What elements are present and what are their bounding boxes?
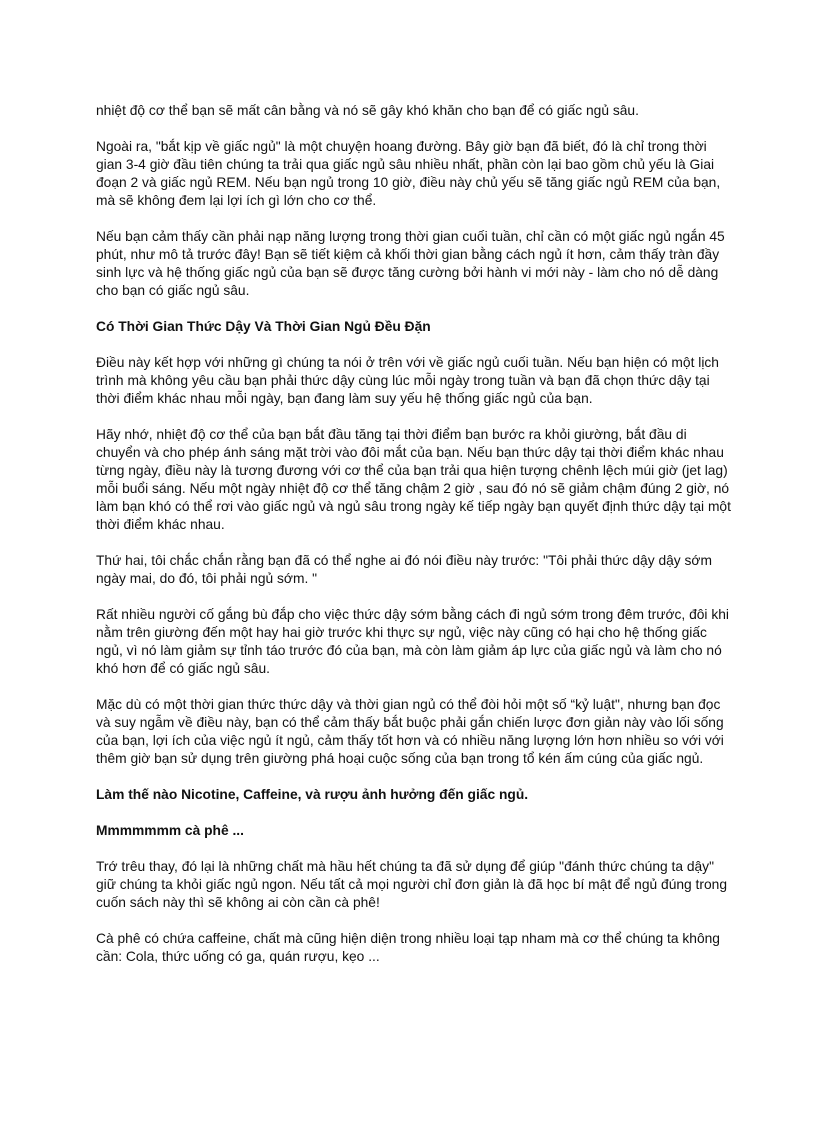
paragraph-catch-up-sleep: Ngoài ra, "bắt kịp về giấc ngủ" là một chuyện hoang đường. Bây giờ bạn đã biết, đó là chỉ trong thời gian 3-4 giờ đầu tiên chúng ta trải qua giấc ngủ sâu nhiều nhất, phần còn lại bao gồm chủ yếu là Giai đoạn 2 và giấc ngủ REM. Nếu bạn ngủ trong 10 giờ, điều này chủ yếu sẽ tăng giấc ngủ REM của bạn, mà sẽ không đem lại lợi ích gì lớn cho cơ thể. [96, 139, 721, 208]
heading-regular-schedule: Có Thời Gian Thức Dậy Và Thời Gian Ngủ Đều Đặn [96, 319, 431, 334]
paragraph-discipline: Mặc dù có một thời gian thức thức dậy và thời gian ngủ có thể đòi hỏi một số “kỷ luật", nhưng bạn đọc và suy ngẫm về điều này, bạn có thể cảm thấy bắt buộc phải gắn chiến lược đơn giản này vào lối sống của bạn, lợi ích của việc ngủ ít ngủ, cảm thấy tốt hơn và có nhiều năng lượng lớn hơn nhiều so với với thêm giờ bạn sử dụng trên giường phá hoại cuộc sống của bạn trong tổ kén ấm cúng của giấc ngủ. [96, 697, 724, 766]
paragraph-body-temperature: nhiệt độ cơ thể bạn sẽ mất cân bằng và nó sẽ gây khó khăn cho bạn để có giấc ngủ sâu. [96, 103, 639, 118]
paragraph-weekend-schedule: Điều này kết hợp với những gì chúng ta nói ở trên với về giấc ngủ cuối tuần. Nếu bạn hiện có một lịch trình mà không yêu cầu bạn phải thức dậy cùng lúc mỗi ngày trong tuần và bạn đã chọn thức dậy tại thời điểm khác nhau mỗi ngày, bạn đang làm suy yếu hệ thống giấc ngủ của bạn. [96, 355, 719, 406]
paragraph-jet-lag: Hãy nhớ, nhiệt độ cơ thể của bạn bắt đầu tăng tại thời điểm bạn bước ra khỏi giường, bắt đầu di chuyển và cho phép ánh sáng mặt trời vào đôi mắt của bạn. Nếu bạn thức dậy tại thời điểm khác nhau từng ngày, điều này là tương đương với cơ thể của bạn trải qua hiện tượng chênh lệch múi giờ (jet lag) mỗi buổi sáng. Nếu một ngày nhiệt độ cơ thể tăng chậm 2 giờ , sau đó nó sẽ giảm chậm đúng 2 giờ, nó làm bạn khó có thể rơi vào giấc ngủ và ngủ sâu trong ngày kế tiếp ngày bạn quyết định thức dậy tại một thời điểm khác nhau. [96, 427, 731, 532]
paragraph-compensate-early: Rất nhiều người cố gắng bù đắp cho việc thức dậy sớm bằng cách đi ngủ sớm trong đêm trước, đôi khi nằm trên giường đến một hay hai giờ trước khi thực sự ngủ, việc này cũng có hại cho hệ thống giấc ngủ, vì nó làm giảm sự tỉnh táo trước đó của bạn, mà còn làm giảm áp lực của giấc ngủ và làm cho nó khó hơn để có giấc ngủ sâu. [96, 607, 729, 676]
heading-coffee: Mmmmmmm cà phê ... [96, 823, 244, 838]
heading-nicotine-caffeine-alcohol: Làm thế nào Nicotine, Caffeine, và rượu ảnh hưởng đến giấc ngủ. [96, 787, 529, 802]
paragraph-weekend-nap: Nếu bạn cảm thấy cần phải nạp năng lượng trong thời gian cuối tuần, chỉ cần có một giấc ngủ ngắn 45 phút, như mô tả trước đây! Bạn sẽ tiết kiệm cả khối thời gian bằng cách ngủ ít hơn, cảm thấy tràn đầy sinh lực và hệ thống giấc ngủ của bạn sẽ được tăng cường bởi hành vi mới này - làm cho nó dễ dàng cho bạn có giấc ngủ sâu. [96, 229, 725, 298]
paragraph-caffeine-sources: Cà phê có chứa caffeine, chất mà cũng hiện diện trong nhiều loại tạp nham mà cơ thể chúng ta không cần: Cola, thức uống có ga, quán rượu, kẹo ... [96, 931, 720, 964]
paragraph-early-sleep-quote: Thứ hai, tôi chắc chắn rằng bạn đã có thể nghe ai đó nói điều này trước: "Tôi phải thức dậy dậy sớm ngày mai, do đó, tôi phải ngủ sớm. " [96, 553, 712, 586]
document-body [96, 102, 732, 984]
paragraph-irony-coffee: Trớ trêu thay, đó lại là những chất mà hầu hết chúng ta đã sử dụng để giúp "đánh thức chúng ta dậy" giữ chúng ta khỏi giấc ngủ ngon. Nếu tất cả mọi người chỉ đơn giản là đã học bí mật để ngủ đúng trong cuốn sách này thì sẽ không ai còn cần cà phê! [96, 859, 728, 910]
